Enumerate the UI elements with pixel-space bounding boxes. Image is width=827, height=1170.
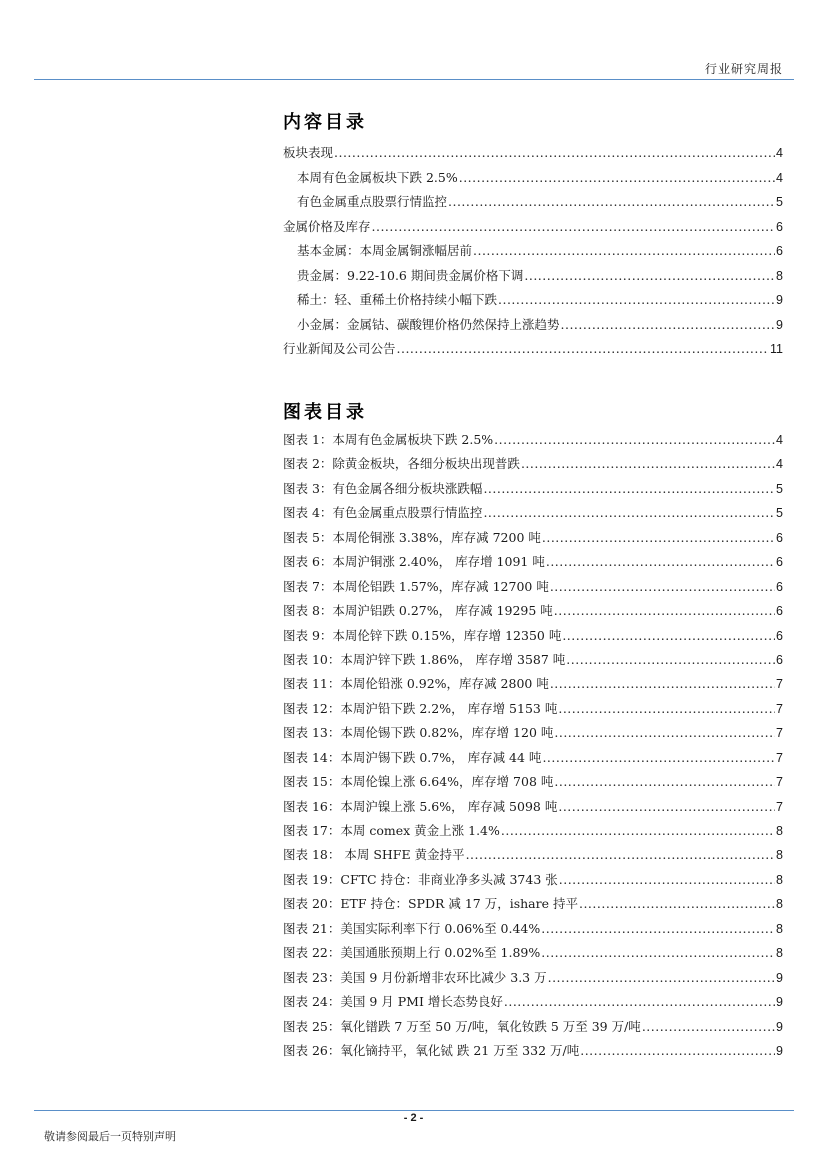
toc-entry-page: 6 xyxy=(776,652,783,667)
toc-entry-page: 5 xyxy=(776,195,783,209)
toc-entry-label: 图表 14：本周沪锡下跌 0.7%， 库存减 44 吨 xyxy=(283,749,542,765)
toc-entry[interactable] xyxy=(283,452,783,476)
toc-entry[interactable] xyxy=(283,819,783,843)
toc-dot-leader xyxy=(550,575,775,599)
toc-entry-page: 8 xyxy=(776,872,783,887)
toc-entry-label: 图表 23：美国 9 月份新增非农环比减少 3.3 万 xyxy=(283,969,547,985)
toc-entry-page: 9 xyxy=(776,1019,783,1034)
toc-entry-page: 7 xyxy=(776,677,783,692)
page-number: - 2 - xyxy=(403,1112,424,1124)
toc-entry-label: 图表 12：本周沪铅下跌 2.2%， 库存增 5153 吨 xyxy=(283,700,558,716)
toc-entry[interactable] xyxy=(283,746,783,770)
disclaimer-note: 敬请参阅最后一页特别声明 xyxy=(44,1130,176,1143)
toc-dot-leader xyxy=(542,746,775,770)
header-divider xyxy=(34,79,794,80)
toc-entry-label: 图表 22：美国通胀预期上行 0.02%至 1.89% xyxy=(283,945,541,961)
toc-dot-leader xyxy=(554,770,775,794)
toc-entry-page: 8 xyxy=(776,921,783,936)
toc-entry-label: 图表 3：有色金属各细分板块涨跌幅 xyxy=(283,480,483,496)
toc-entry[interactable] xyxy=(283,917,783,941)
charts-list xyxy=(283,428,783,1063)
toc-entry[interactable] xyxy=(283,624,783,648)
toc-entry-page: 7 xyxy=(776,701,783,716)
toc-entry-label: 图表 11：本周伦铅涨 0.92%，库存减 2800 吨 xyxy=(283,676,549,692)
toc-entry[interactable] xyxy=(283,795,783,819)
toc-entry[interactable] xyxy=(283,239,783,264)
toc-dot-leader xyxy=(524,264,775,289)
toc-entry[interactable] xyxy=(283,770,783,794)
toc-dot-leader xyxy=(642,1015,775,1039)
toc-dot-leader xyxy=(562,624,775,648)
toc-entry[interactable] xyxy=(283,966,783,990)
toc-dot-leader xyxy=(459,166,775,191)
toc-entry-label: 图表 24：美国 9 月 PMI 增长态势良好 xyxy=(283,994,503,1010)
toc-entry[interactable] xyxy=(283,575,783,599)
toc-entry[interactable] xyxy=(283,141,783,166)
toc-entry-page: 6 xyxy=(776,628,783,643)
toc-entry-page: 8 xyxy=(776,268,783,283)
toc-entry[interactable] xyxy=(283,648,783,672)
toc-entry[interactable] xyxy=(283,313,783,338)
toc-dot-leader xyxy=(541,917,775,941)
toc-entry-label: 基本金属：本周金属铜涨幅居前 xyxy=(297,243,473,258)
toc-dot-leader xyxy=(550,672,775,696)
toc-entry[interactable] xyxy=(283,892,783,916)
toc-entry[interactable] xyxy=(283,843,783,867)
toc-entry-label: 图表 15：本周伦镍上涨 6.64%，库存增 708 吨 xyxy=(283,774,554,790)
toc-dot-leader xyxy=(558,697,775,721)
toc-dot-leader xyxy=(334,141,775,166)
toc-entry-label: 图表 18： 本周 SHFE 黄金持平 xyxy=(283,847,465,863)
toc-dot-leader xyxy=(566,648,775,672)
toc-entry-page: 8 xyxy=(776,897,783,912)
toc-entry[interactable] xyxy=(283,428,783,452)
toc-entry[interactable] xyxy=(283,697,783,721)
toc-entry-label: 图表 9：本周伦锌下跌 0.15%，库存增 12350 吨 xyxy=(283,627,562,643)
toc-entry-page: 7 xyxy=(776,750,783,765)
toc-entry-label: 图表 2：除黄金板块，各细分板块出现普跌 xyxy=(283,456,520,472)
toc-entry-page: 4 xyxy=(776,457,783,472)
toc-entry-label: 图表 13：本周伦锡下跌 0.82%，库存增 120 吨 xyxy=(283,725,554,741)
report-type-label: 行业研究周报 xyxy=(704,62,783,76)
toc-dot-leader xyxy=(579,892,775,916)
toc-entry-label: 图表 19：CFTC 持仓：非商业净多头减 3743 张 xyxy=(283,871,558,887)
toc-entry-label: 小金属：金属钴、碳酸锂价格仍然保持上涨趋势 xyxy=(297,316,560,332)
toc-entry-label: 图表 7：本周伦铝跌 1.57%，库存减 12700 吨 xyxy=(283,578,549,594)
toc-dot-leader xyxy=(504,990,775,1014)
toc-entry-label: 图表 16：本周沪镍上涨 5.6%， 库存减 5098 吨 xyxy=(283,798,558,814)
toc-entry-page: 7 xyxy=(776,775,783,790)
toc-entry-page: 6 xyxy=(776,604,783,619)
toc-entry-page: 5 xyxy=(776,506,783,521)
toc-entry-page: 9 xyxy=(776,293,783,307)
toc-entry[interactable] xyxy=(283,501,783,525)
toc-entry[interactable] xyxy=(283,1015,783,1039)
toc-entry[interactable] xyxy=(283,190,783,215)
toc-entry-label: 图表 4：有色金属重点股票行情监控 xyxy=(283,505,483,521)
toc-entry-label: 图表 17：本周 comex 黄金上涨 1.4% xyxy=(283,823,500,838)
toc-dot-leader xyxy=(448,190,775,215)
toc-entry-label: 稀土：轻、重稀土价格持续小幅下跌 xyxy=(297,292,498,307)
toc-entry-page: 9 xyxy=(776,995,783,1010)
toc-dot-leader xyxy=(580,1039,775,1063)
toc-entry-page: 9 xyxy=(776,970,783,985)
toc-entry-page: 6 xyxy=(776,579,783,594)
toc-entry-label: 贵金属：9.22-10.6 期间贵金属价格下调 xyxy=(297,267,524,283)
contents-title: 内容目录 xyxy=(283,112,367,133)
toc-dot-leader xyxy=(494,428,775,452)
toc-entry-page: 8 xyxy=(776,848,783,863)
toc-dot-leader xyxy=(521,452,775,476)
toc-dot-leader xyxy=(554,721,775,745)
toc-entry-page: 4 xyxy=(776,170,783,185)
toc-dot-leader xyxy=(501,819,775,843)
toc-dot-leader xyxy=(561,313,776,338)
toc-entry[interactable] xyxy=(283,215,783,240)
toc-entry-page: 6 xyxy=(776,219,783,234)
toc-entry[interactable] xyxy=(283,337,783,362)
toc-entry-label: 图表 6：本周沪铜涨 2.40%， 库存增 1091 吨 xyxy=(283,554,545,570)
toc-entry[interactable] xyxy=(283,1039,783,1063)
toc-entry-label: 图表 20：ETF 持仓：SPDR 减 17 万，ishare 持平 xyxy=(283,896,578,912)
toc-entry[interactable] xyxy=(283,288,783,313)
toc-dot-leader xyxy=(554,599,775,623)
toc-dot-leader xyxy=(397,337,770,362)
toc-entry-label: 板块表现 xyxy=(283,145,334,160)
toc-entry[interactable] xyxy=(283,599,783,623)
toc-entry-page: 9 xyxy=(776,1043,783,1058)
toc-entry-page: 4 xyxy=(776,146,783,160)
toc-entry-page: 8 xyxy=(776,824,783,838)
toc-dot-leader xyxy=(498,288,775,313)
toc-entry-label: 图表 5：本周伦铜涨 3.38%，库存减 7200 吨 xyxy=(283,529,541,545)
toc-entry-page: 8 xyxy=(776,946,783,961)
toc-entry-page: 9 xyxy=(776,317,783,332)
toc-entry[interactable] xyxy=(283,264,783,289)
toc-entry-label: 图表 21：美国实际利率下行 0.06%至 0.44% xyxy=(283,920,541,936)
toc-entry-label: 图表 25：氧化镨跌 7 万至 50 万/吨，氧化钕跌 5 万至 39 万/吨 xyxy=(283,1018,641,1034)
toc-dot-leader xyxy=(372,215,776,240)
toc-dot-leader xyxy=(483,477,775,501)
toc-entry-page: 7 xyxy=(776,726,783,741)
toc-entry[interactable] xyxy=(283,166,783,191)
contents-list xyxy=(283,141,783,362)
toc-entry-page: 11 xyxy=(770,342,783,356)
toc-entry-page: 6 xyxy=(776,555,783,570)
toc-entry-label: 图表 1：本周有色金属板块下跌 2.5% xyxy=(283,432,494,447)
toc-dot-leader xyxy=(483,501,775,525)
toc-entry[interactable] xyxy=(283,550,783,574)
toc-dot-leader xyxy=(548,966,775,990)
toc-entry[interactable] xyxy=(283,941,783,965)
toc-entry[interactable] xyxy=(283,526,783,550)
toc-dot-leader xyxy=(466,843,775,867)
footer-divider xyxy=(34,1110,794,1111)
toc-dot-leader xyxy=(473,239,775,264)
toc-dot-leader xyxy=(558,795,775,819)
toc-entry-label: 图表 26：氧化镝持平，氧化铽 跌 21 万至 332 万/吨 xyxy=(283,1042,580,1058)
toc-entry-label: 图表 10：本周沪锌下跌 1.86%， 库存增 3587 吨 xyxy=(283,651,566,667)
toc-entry-page: 6 xyxy=(776,530,783,545)
toc-entry-page: 6 xyxy=(776,244,783,258)
toc-entry-page: 5 xyxy=(776,481,783,496)
toc-dot-leader xyxy=(559,868,775,892)
toc-entry-label: 本周有色金属板块下跌 2.5% xyxy=(297,169,458,185)
toc-entry-label: 金属价格及库存 xyxy=(283,218,371,234)
toc-entry[interactable] xyxy=(283,721,783,745)
toc-entry[interactable] xyxy=(283,477,783,501)
toc-entry-label: 有色金属重点股票行情监控 xyxy=(297,194,448,209)
toc-entry-label: 行业新闻及公司公告 xyxy=(283,341,396,356)
toc-dot-leader xyxy=(541,941,775,965)
toc-dot-leader xyxy=(546,550,775,574)
toc-dot-leader xyxy=(542,526,775,550)
toc-entry-page: 4 xyxy=(776,433,783,447)
toc-entry-page: 7 xyxy=(776,799,783,814)
toc-entry-label: 图表 8：本周沪铝跌 0.27%， 库存减 19295 吨 xyxy=(283,603,553,619)
toc-entry[interactable] xyxy=(283,672,783,696)
charts-title: 图表目录 xyxy=(283,402,367,423)
toc-entry[interactable] xyxy=(283,868,783,892)
toc-entry[interactable] xyxy=(283,990,783,1014)
